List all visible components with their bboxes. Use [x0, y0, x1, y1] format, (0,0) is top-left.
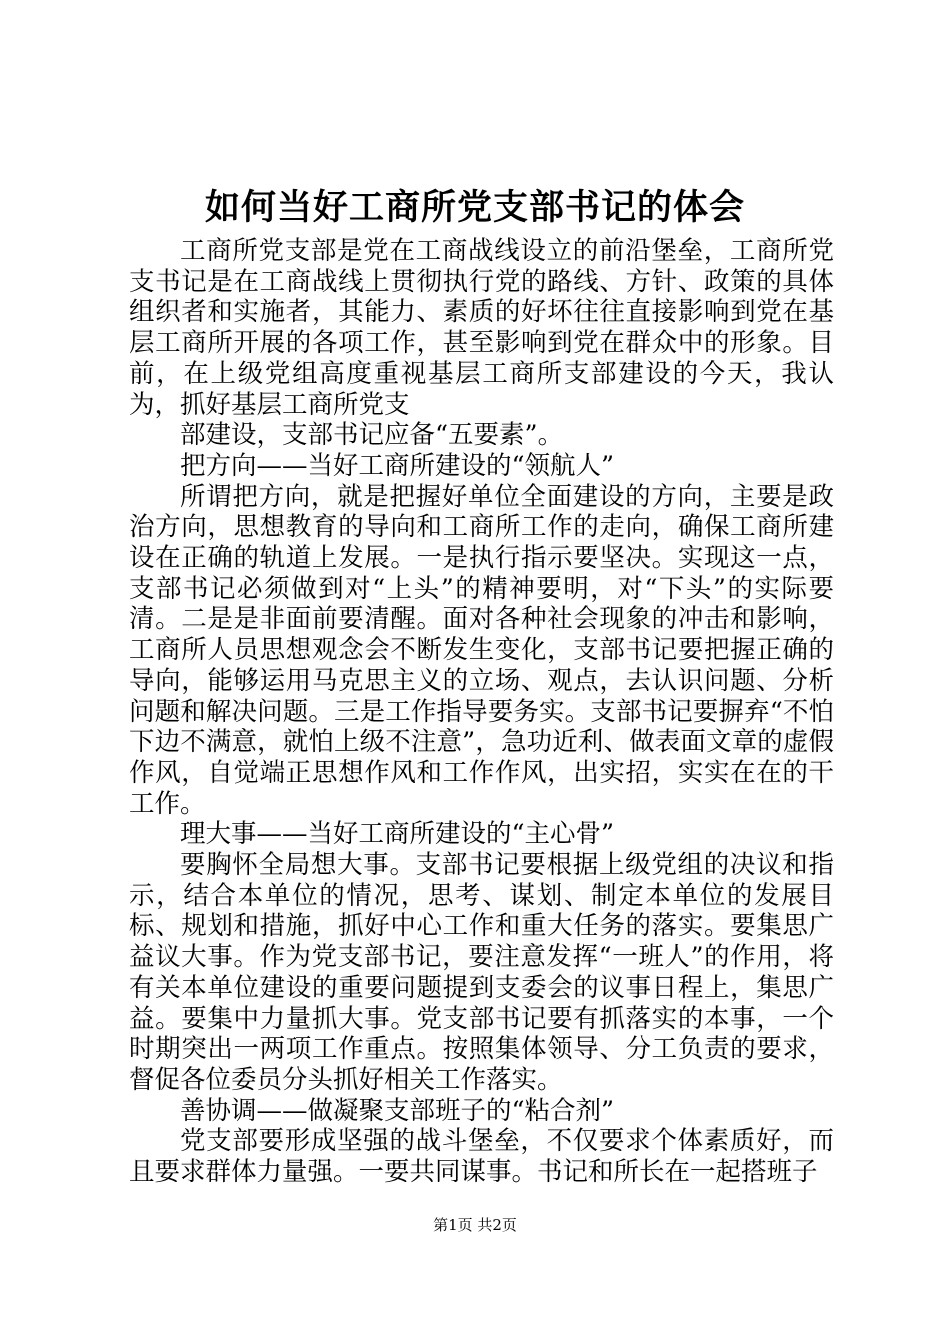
section-heading-direction: 把方向——当好工商所建设的“领航人”	[180, 450, 615, 481]
document-body	[129, 236, 834, 1188]
paragraph-coordination: 党支部要形成坚强的战斗堡垒，不仅要求个体素质好，而且要求群体力量强。一要共同谋事。书记和所长在一起搭班子	[129, 1126, 834, 1188]
paragraph-major-affairs: 要胸怀全局想大事。支部书记要根据上级党组的决议和指示，结合本单位的情况，思考、谋划、制定本单位的发展目标、规划和措施，抓好中心工作和重大任务的落实。要集思广益议大事。作为党支部书记，要注意发挥“一班人”的作用，将有关本单位建设的重要问题提到支委会的议事日程上，集思广益。要集中力量抓大事。党支部书记要有抓落实的本事，一个时期突出一两项工作重点。按照集体领导、分工负责的要求，督促各位委员分头抓好相关工作落实。	[129, 850, 834, 1095]
paragraph-intro: 工商所党支部是党在工商战线设立的前沿堡垒，工商所党支书记是在工商战线上贯彻执行党的路线、方针、政策的具体组织者和实施者，其能力、素质的好坏往往直接影响到党在基层工商所开展的各项工作，甚至影响到党在群众中的形象。目前，在上级党组高度重视基层工商所支部建设的今天，我认为，抓好基层工商所党支	[129, 236, 834, 420]
section-heading-major-affairs: 理大事——当好工商所建设的“主心骨”	[180, 819, 615, 850]
section-heading-coordination: 善协调——做凝聚支部班子的“粘合剂”	[180, 1095, 615, 1126]
paragraph-direction: 所谓把方向，就是把握好单位全面建设的方向，主要是政治方向，思想教育的导向和工商所工作的走向，确保工商所建设在正确的轨道上发展。一是执行指示要坚决。实现这一点，支部书记必须做到对“上头”的精神要明，对“下头”的实际要清。二是是非面前要清醒。面对各种社会现象的冲击和影响，工商所人员思想观念会不断发生变化，支部书记要把握正确的导向，能够运用马克思主义的立场、观点，去认识问题、分析问题和解决问题。三是工作指导要务实。支部书记要摒弃“不怕下边不满意，就怕上级不注意”，急功近利、做表面文章的虚假作风，自觉端正思想作风和工作作风，出实招，实实在在的干工作。	[129, 481, 834, 819]
paragraph-intro-continued: 部建设，支部书记应备“五要素”。	[180, 420, 564, 451]
document-title: 如何当好工商所党支部书记的体会	[204, 188, 745, 228]
page-footer: 第1页 共2页	[433, 1216, 517, 1234]
